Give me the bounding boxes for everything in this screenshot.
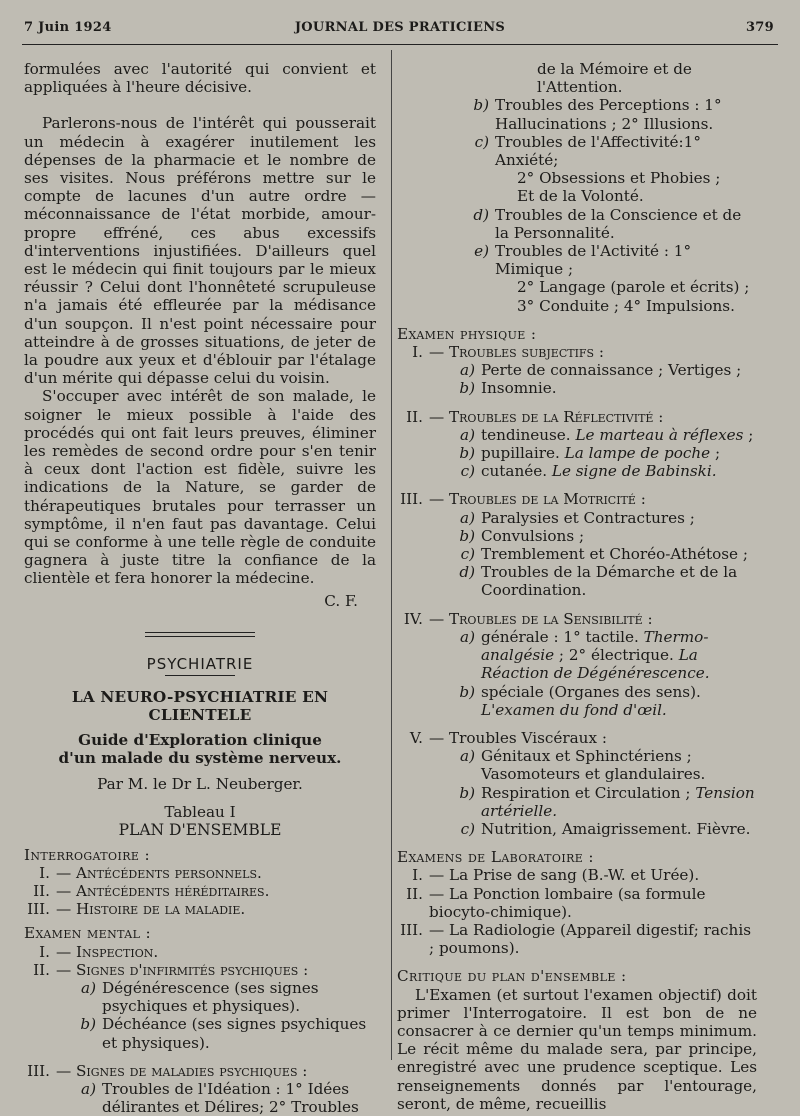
- header-journal: JOURNAL DES PRATICIENS: [294, 20, 506, 35]
- list-subitem: b) Troubles des Perceptions : 1° Hallucinations ; 2° Illusions.: [473, 96, 722, 133]
- article-subtitle: Guide d'Exploration clinique: [78, 730, 322, 749]
- list-subitem: d) Troubles de la Démarche et de la Coordination.: [459, 563, 738, 600]
- list-item: I. — Troubles subjectifs :: [412, 343, 605, 362]
- list-subitem: e) Troubles de l'Activité : 1° Mimique ;: [474, 242, 692, 279]
- list-subitem: d) Troubles de la Conscience et de la Personnalité.: [473, 205, 742, 242]
- signature: C. F.: [324, 591, 358, 610]
- list-subitem: a) Perte de connaissance ; Vertiges ;: [460, 361, 742, 380]
- heading-interrogatoire: Interrogatoire :: [24, 845, 151, 864]
- list-item: III. — La Radiologie (Appareil digestif; rachis ; poumons).: [400, 920, 751, 958]
- list-subitem: b) Respiration et Circulation ; Tension artérielle.: [459, 783, 755, 820]
- paragraph: L'Examen (et surtout l'examen objectif) doit primer l'Interrogatoire. Il est bon de ne consacrer à ce dernier qu'un temps minimum. Le récit même du malade sera, par principe, enregistré avec une prudence sceptique. Les renseignements donnés par l'entourage, seront, de même, recueillis: [397, 985, 757, 1113]
- header-page-number: 379: [745, 20, 774, 35]
- article-title: LA NEURO-PSYCHIATRIE EN CLIENTELE: [71, 688, 329, 725]
- list-subitem: a) Dégénérescence (ses signes psychiques et physiques).: [81, 978, 319, 1016]
- list-subitem: a) Troubles de l'Idéation : 1° Idées délirantes et Délires; 2° Troubles: [81, 1079, 359, 1116]
- list-subitem: c) Troubles de l'Affectivité:1° Anxiété;: [474, 132, 701, 170]
- section-double-rule: [145, 632, 255, 637]
- list-subitem: b) pupillaire. La lampe de poche ;: [459, 444, 721, 463]
- list-subitem: b) Convulsions ;: [459, 526, 585, 545]
- list-item: I. — La Prise de sang (B.-W. et Urée).: [412, 866, 700, 885]
- article-author: Par M. le Dr L. Neuberger.: [97, 774, 303, 793]
- list-item: II. — Signes d'infirmités psychiques :: [33, 960, 309, 979]
- left-column: [24, 60, 376, 1116]
- list-item: III. — Signes de maladies psychiques :: [27, 1061, 308, 1080]
- list-continuation: de la Mémoire et de l'Attention.: [537, 60, 692, 97]
- section-title: PSYCHIATRIE: [146, 654, 254, 673]
- list-item: II. — Troubles de la Réflectivité :: [406, 407, 664, 426]
- list-continuation: 2° Obsessions et Phobies ;: [517, 169, 721, 188]
- table-label: Tableau I: [164, 803, 236, 822]
- list-subitem: c) cutanée. Le signe de Babinski.: [460, 462, 717, 481]
- list-item: II. — La Ponction lombaire (sa formule biocyto-chimique).: [406, 884, 706, 921]
- list-item: III. — Troubles de la Motricité :: [400, 490, 646, 509]
- list-continuation: 2° Langage (parole et écrits) ;: [517, 278, 750, 297]
- column-divider: [391, 50, 392, 1060]
- heading-examen-physique: Examen physique :: [397, 324, 537, 343]
- list-subitem: c) Tremblement et Choréo-Athétose ;: [460, 545, 748, 564]
- article-subtitle: d'un malade du système nerveux.: [58, 748, 342, 767]
- list-continuation: 3° Conduite ; 4° Impulsions.: [517, 296, 735, 315]
- paragraph: S'occuper avec intérêt de son malade, le soigner le mieux possible à l'aide des procédés qui ont fait leurs preuves, éliminer les remèdes de second ordre pour s'en tenir à ceux dont l'action est fidèle, suivre les indications de la Nature, se garder de thérapeutiques brutales pour terrasser un symptôme, il n'en faut pas davantage. Celui qui se conforme à une telle règle de conduite gagnera à juste titre la confiance de la clientèle et fera honorer la médecine.: [24, 387, 376, 588]
- list-subitem: a) générale : 1° tactile. Thermo-analgésie ; 2° électrique. La Réaction de Dégénérescence.: [460, 627, 710, 683]
- list-subitem: b) spéciale (Organes des sens). L'examen du fond d'œil.: [459, 682, 701, 719]
- list-subitem: c) Nutrition, Amaigrissement. Fièvre.: [460, 819, 751, 838]
- table-title: PLAN D'ENSEMBLE: [118, 821, 282, 840]
- section-rule: [165, 675, 235, 676]
- list-item: I. — Antécédents personnels.: [39, 863, 262, 882]
- header-rule: [22, 44, 778, 45]
- list-subitem: b) Insomnie.: [459, 379, 557, 398]
- list-item: V. — Troubles Viscéraux :: [409, 728, 607, 747]
- heading-laboratoire: Examens de Laboratoire :: [397, 848, 594, 867]
- list-subitem: a) Génitaux et Sphinctériens ; Vasomoteurs et glandulaires.: [460, 747, 706, 784]
- right-column: [397, 60, 757, 1113]
- header-date: 7 Juin 1924: [24, 20, 112, 35]
- list-subitem: b) Déchéance (ses signes psychiques et physiques).: [80, 1015, 367, 1052]
- paragraph: formulées avec l'autorité qui convient et appliquées à l'heure décisive.: [24, 60, 376, 97]
- list-subitem: a) Paralysies et Contractures ;: [460, 508, 695, 527]
- list-item: IV. — Troubles de la Sensibilité :: [403, 609, 653, 628]
- paragraph: Parlerons-nous de l'intérêt qui pousserait un médecin à exagérer inutilement les dépenses de la pharmacie et le nombre de ses visites. Nous préférons mettre sur le compte de lacunes d'un autre ordre — méconnaissance de l'état morbide, amour-propre effréné, ces abus excessifs d'interventions injustifiées. D'ailleurs quel est le médecin qui finit toujours par le mieux réussir ? Celui dont l'honnêteté scrupuleuse n'a jamais été effleurée par la médisance d'un soupçon. Il n'est point nécessaire pour atteindre à de grosses situations, de jeter de la poudre aux yeux et d'éblouir par l'étalage d'un mérite qui dépasse celui du voisin.: [24, 114, 376, 388]
- list-subitem: a) tendineuse. Le marteau à réflexes ;: [460, 425, 754, 444]
- list-item: III. — Histoire de la maladie.: [27, 900, 246, 919]
- list-item: I. — Inspection.: [39, 942, 159, 961]
- list-continuation: Et de la Volonté.: [517, 187, 644, 206]
- heading-examen-mental: Examen mental :: [24, 924, 152, 943]
- list-item: II. — Antécédents héréditaires.: [33, 881, 270, 900]
- heading-critique: Critique du plan d'ensemble :: [397, 967, 627, 986]
